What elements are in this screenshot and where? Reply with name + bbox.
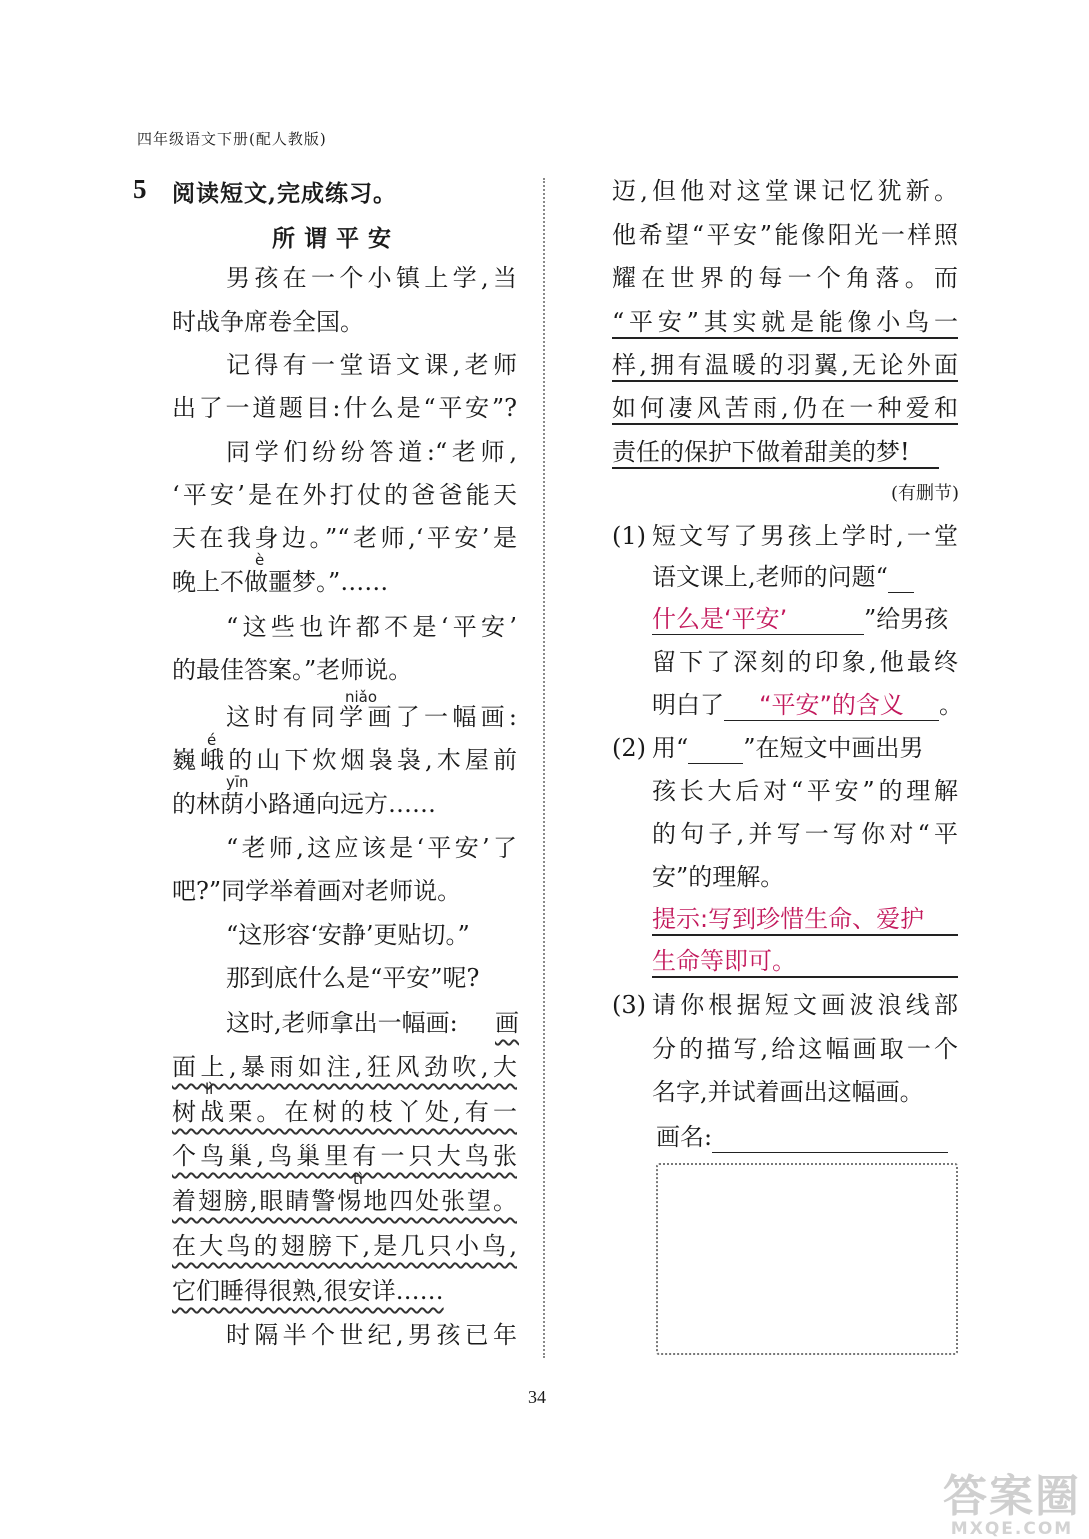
q2-answer-hint: 提示:写到珍惜生命、爱护 [652,904,958,936]
q2-text: 用“ ”在短文中画出男 [652,734,924,762]
watermark-url: MXQE.COM [950,1519,1074,1539]
wavy-underlined-line: 树战栗。在树的枝丫处,有一 [172,1098,517,1126]
passage-line: “这形容‘安静’更贴切。” [226,921,470,949]
wavy-underlined-line: 面上,暴雨如注,狂风劲吹,大 [172,1053,517,1081]
q2-text: 孩长大后对“平安”的理解 [652,777,958,805]
q1-text: 明白了 “平安”的含义 。 [652,691,963,719]
passage-line: 那到底什么是“平安”呢? [226,964,480,992]
column-divider [543,178,545,1358]
passage-line: 这时有同学画了一幅画: [226,703,517,731]
q1-text: 语文课上,老师的问题“ [652,562,914,593]
passage-line: 时战争席卷全国。 [172,308,364,336]
question-title: 阅读短文,完成练习。 [172,180,398,207]
question-number: 5 [133,174,147,204]
page-number: 34 [528,1387,546,1407]
underlined-line: “平安”其实就是能像小鸟一 [612,307,958,339]
picture-name-blank[interactable] [712,1122,948,1153]
q3-text: 分的描写,给这幅画取一个 [652,1035,958,1063]
q3-text: 名字,并试着画出这幅画。 [652,1078,924,1106]
passage-line: 耀在世界的每一个角落。而 [612,264,958,292]
wavy-underlined-line: 着翅膀,眼睛警惕地四处张望。 [172,1187,517,1215]
q1-text: 什么是‘平安’ ”给男孩 [652,605,949,633]
passage-line: “这些也许都不是‘平安’ [226,613,517,641]
passage-line: 男孩在一个小镇上学,当 [226,264,517,292]
passage-line: 同学们纷纷答道:“老师, [226,438,517,466]
q1-text: 留下了深刻的印象,他最终 [652,648,958,676]
pinyin-annotation: yīn [226,773,249,791]
pinyin-annotation: è [255,551,265,569]
wavy-underlined-line: 在大鸟的翅膀下,是几只小鸟, [172,1232,517,1260]
pinyin-annotation: niǎo [345,688,378,706]
passage-line: 出了一道题目:什么是“平安”? [172,394,517,422]
q2-text: 安”的理解。 [652,863,785,891]
passage-line: 巍峨的山下炊烟袅袅,木屋前 [172,746,517,774]
q2-label: (2) [612,734,646,762]
wavy-underlined-line: 它们睡得很熟,很安详…… [172,1277,444,1305]
pinyin-annotation: é [207,731,217,749]
page-header: 四年级语文下册(配人教版) [137,130,327,148]
q1-answer-1: 什么是‘平安’ [652,604,864,635]
q3-name-label: 画名: [656,1123,713,1151]
underlined-line: 责任的保护下做着甜美的梦! [612,437,939,469]
passage-line: 这时,老师拿出一幅画: [226,1009,458,1037]
pinyin-annotation: tì [353,1170,364,1188]
q3-name-row [656,1122,948,1153]
q3-text: 请你根据短文画波浪线部 [652,991,958,1019]
drawing-box[interactable] [656,1163,958,1355]
passage-line: 天在我身边。”“老师,‘平安’是 [172,524,517,552]
q3-label: (3) [612,991,646,1019]
passage-title: 所谓平安 [272,225,400,252]
passage-line: “老师,这应该是‘平安’了 [226,834,517,862]
passage-line: 时隔半个世纪,男孩已年 [226,1321,517,1349]
wavy-underlined-line: 个鸟巢,鸟巢里有一只大鸟张 [172,1142,517,1170]
source-note: (有删节) [890,483,959,504]
passage-line: 的林荫小路通向远方…… [172,790,436,818]
underlined-line: 如何凄风苦雨,仍在一种爱和 [612,393,958,425]
pinyin-annotation: lì [205,1080,214,1098]
passage-line: 的最佳答案。”老师说。 [172,656,413,684]
q1-answer-2: “平安”的含义 [724,690,939,721]
passage-line: 记得有一堂语文课,老师 [226,351,517,379]
q2-answer-hint: 生命等即可。 [652,946,958,978]
wavy-underlined-text: 画 [495,1009,519,1037]
passage-line: 迈,但他对这堂课记忆犹新。 [612,177,958,205]
passage-line: ‘平安’是在外打仗的爸爸能天 [172,481,517,509]
watermark [943,1471,1081,1539]
q1-text: 短文写了男孩上学时,一堂 [652,522,958,550]
passage-line: 他希望“平安”能像阳光一样照 [612,221,958,249]
q2-text: 的句子,并写一写你对“平 [652,820,958,848]
q1-label: (1) [612,522,646,550]
underlined-line: 样,拥有温暖的羽翼,无论外面 [612,350,958,382]
watermark-logo-text: 答案圈 [943,1471,1081,1522]
passage-line: 吧?”同学举着画对老师说。 [172,877,462,905]
passage-line: 晚上不做噩梦。”…… [172,568,389,596]
